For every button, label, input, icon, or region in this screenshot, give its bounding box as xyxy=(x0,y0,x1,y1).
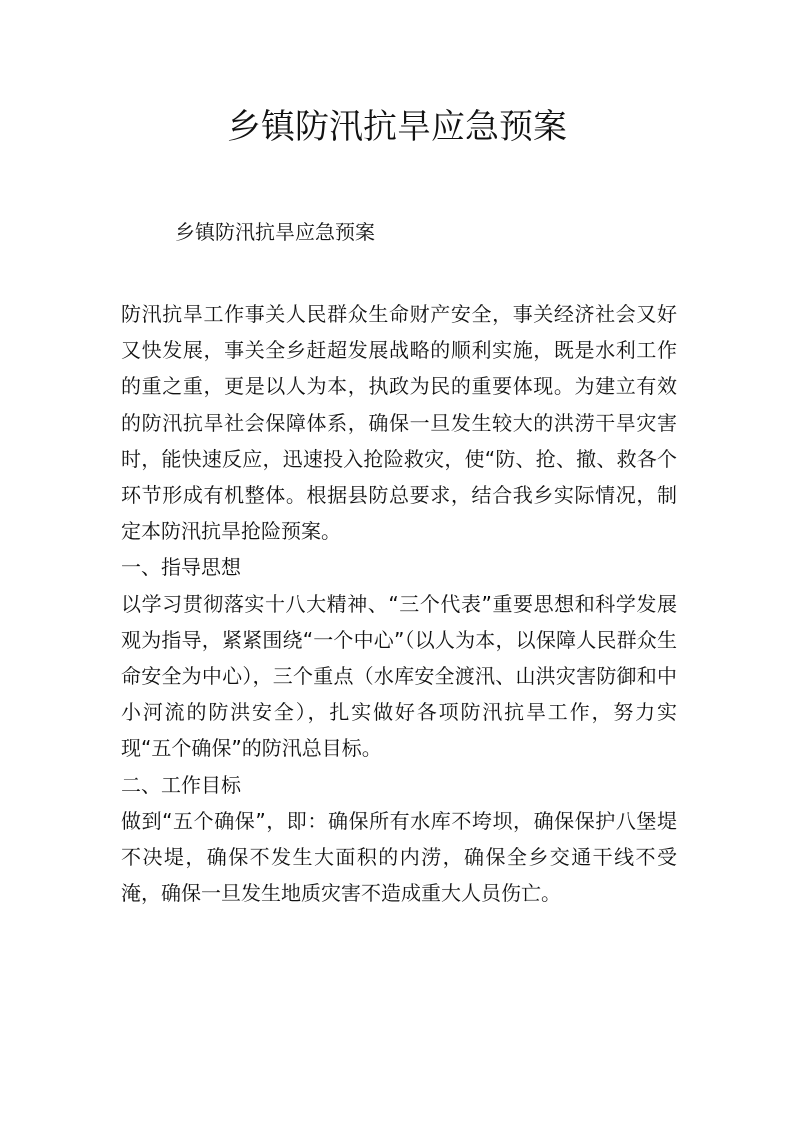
intro-paragraph: 防汛抗旱工作事关人民群众生命财产安全，事关经济社会又好又快发展，事关全乡赶超发展战略的顺利实施，既是水利工作的重之重，更是以人为本，执政为民的重要体现。为建立有效的防汛抗旱社会保障体系，确保一旦发生较大的洪涝干旱灾害时，能快速反应，迅速投入抢险救灾，使“防、抢、撤、救各个环节形成有机整体。根据县防总要求，结合我乡实际情况，制定本防汛抗旱抢险预案。 xyxy=(121,302,677,544)
section-work-goals xyxy=(121,767,677,912)
document-subtitle: 乡镇防汛抗旱应急预案 xyxy=(175,220,375,244)
section-paragraph: 以学习贯彻落实十八大精神、“三个代表”重要思想和科学发展观为指导，紧紧围绕“一个中心”（以人为本，以保障人民群众生命安全为中心），三个重点（水库安全渡汛、山洪灾害防御和中小河流的防洪安全），扎实做好各项防汛抗旱工作，努力实现“五个确保”的防汛总目标。 xyxy=(121,591,677,761)
section-heading: 一、指导思想 xyxy=(121,555,241,580)
section-heading: 二、工作目标 xyxy=(121,772,241,797)
document-title: 乡镇防汛抗旱应急预案 xyxy=(227,107,567,147)
document-body xyxy=(121,296,677,911)
section-guiding-thought xyxy=(121,549,677,766)
section-paragraph: 做到“五个确保”，即：确保所有水库不垮坝，确保保护八堡堤不决堤，确保不发生大面积的内涝，确保全乡交通干线不受淹，确保一旦发生地质灾害不造成重大人员伤亡。 xyxy=(121,808,677,906)
